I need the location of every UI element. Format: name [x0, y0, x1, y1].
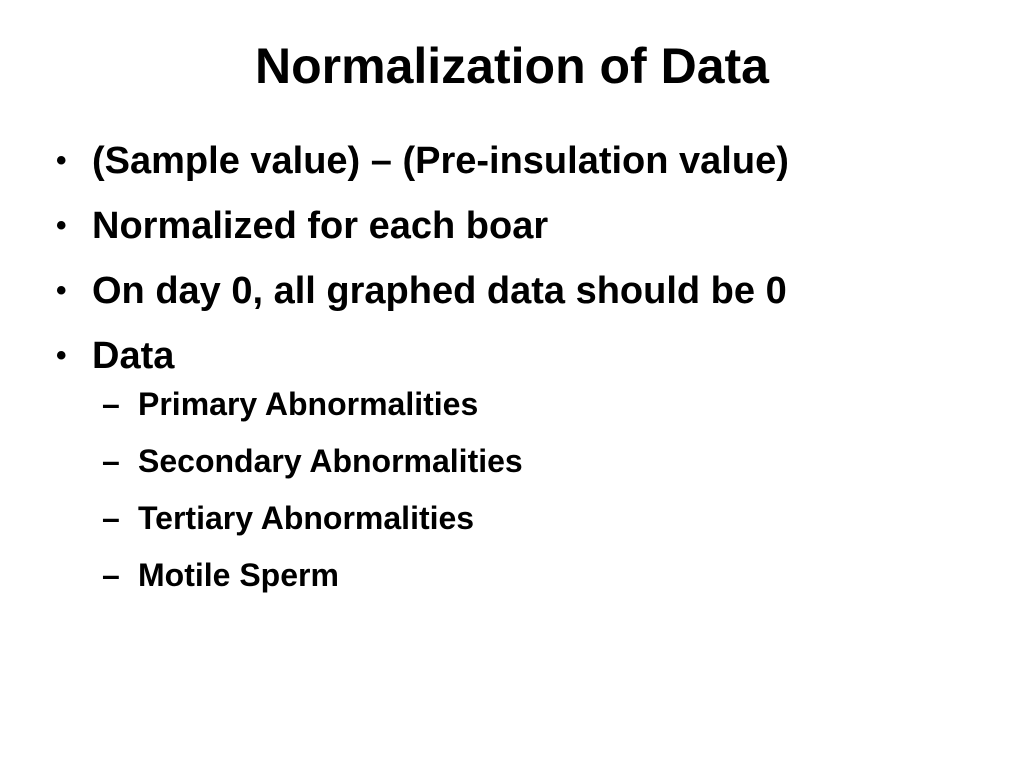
bullet-marker: •	[56, 339, 67, 372]
bullet-marker: •	[56, 209, 67, 242]
bullet-text: (Sample value) – (Pre-insulation value)	[92, 140, 789, 182]
sub-bullet-marker: –	[102, 386, 120, 422]
sub-bullet-text: Tertiary Abnormalities	[138, 500, 475, 536]
bullet-marker: •	[56, 274, 67, 307]
bullet-item	[56, 267, 789, 315]
bullet-marker: •	[56, 144, 67, 177]
sub-bullet-item	[102, 498, 789, 538]
bullet-item	[56, 202, 789, 250]
sub-bullet-text: Motile Sperm	[138, 557, 339, 593]
bullet-text: On day 0, all graphed data should be 0	[92, 270, 787, 312]
bullet-list	[56, 137, 789, 612]
bullet-item	[56, 137, 789, 185]
bullet-text: Data	[92, 335, 175, 377]
sub-bullet-list	[102, 384, 789, 595]
sub-bullet-marker: –	[102, 500, 120, 536]
sub-bullet-item	[102, 441, 789, 481]
sub-bullet-marker: –	[102, 443, 120, 479]
sub-bullet-item	[102, 384, 789, 424]
sub-bullet-text: Primary Abnormalities	[138, 386, 479, 422]
sub-bullet-item	[102, 555, 789, 595]
bullet-item	[56, 332, 789, 595]
bullet-text: Normalized for each boar	[92, 205, 549, 247]
sub-bullet-text: Secondary Abnormalities	[138, 443, 523, 479]
sub-bullet-marker: –	[102, 557, 120, 593]
slide-title: Normalization of Data	[255, 38, 769, 94]
